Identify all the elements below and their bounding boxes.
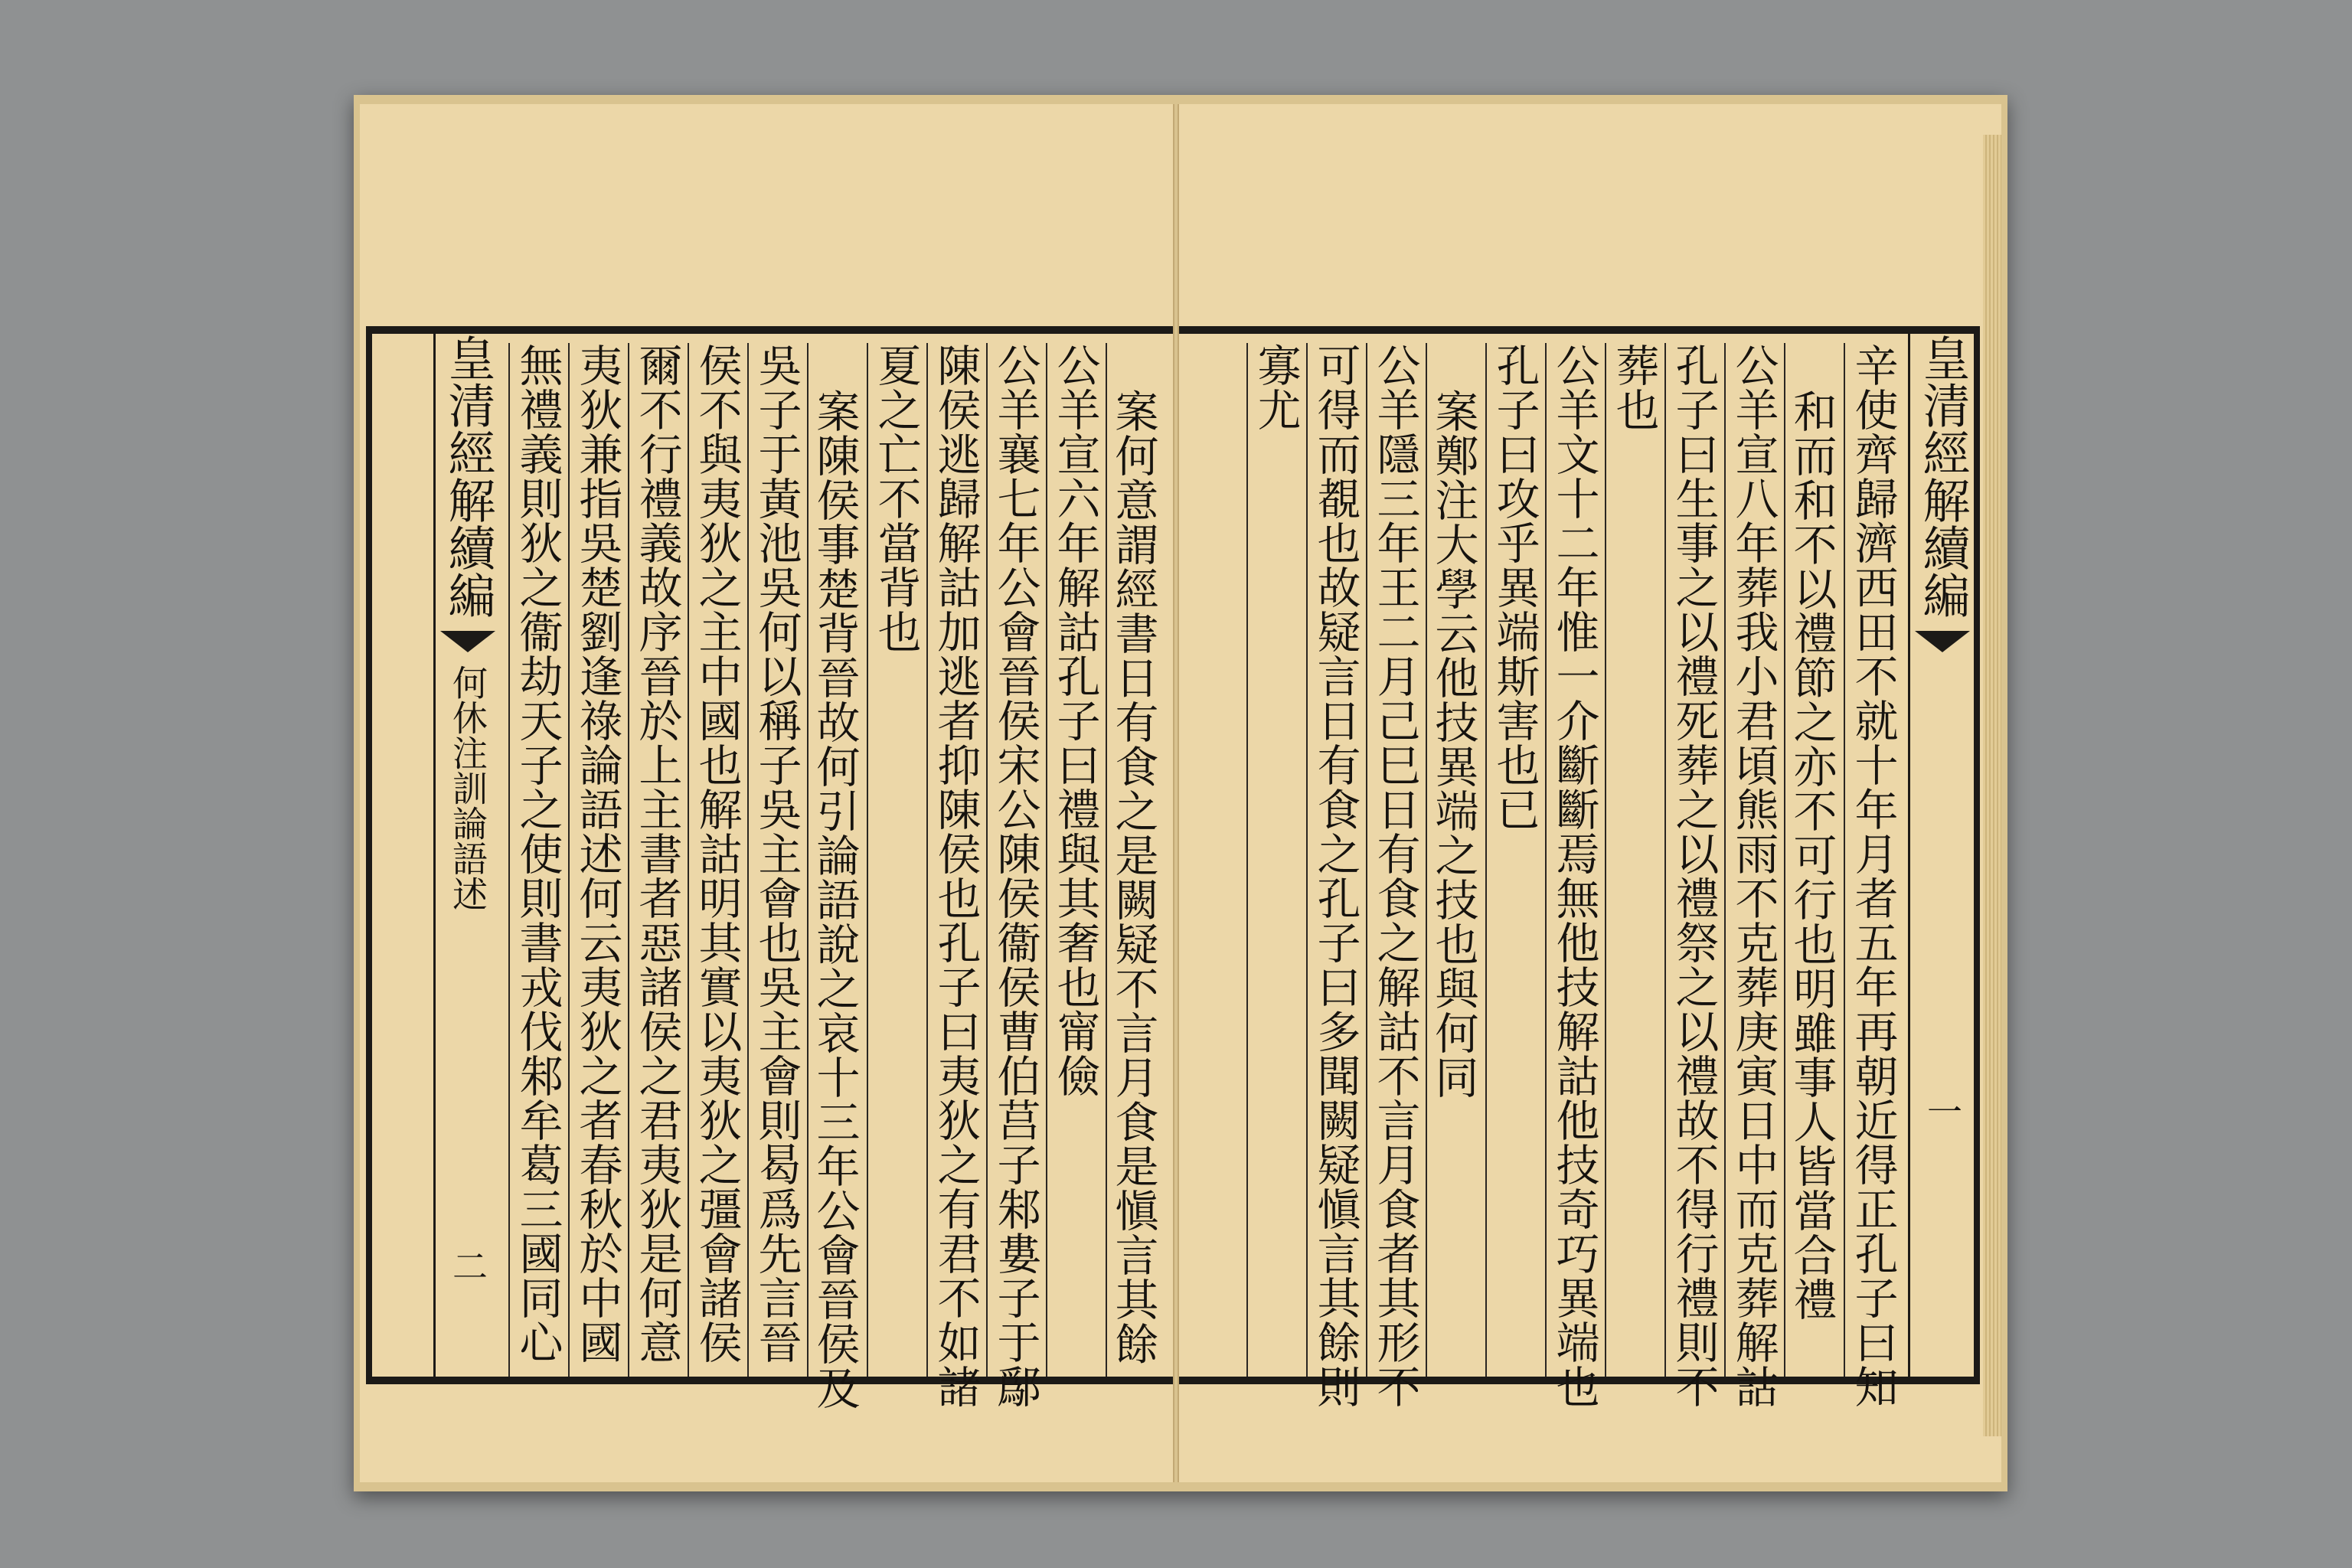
text-column: 公羊隱三年王二月己巳日有食之解詁不言月食者其形不 (1366, 343, 1423, 1377)
left-page-frame (366, 326, 1173, 1410)
left-page (360, 104, 1174, 1482)
text-column: 爾不行禮義故序晉於上主書者惡諸侯之君夷狄是何意 (628, 343, 684, 1377)
text-column: 案陳侯事楚背晉故何引論語說之哀十三年公會晉侯及 (807, 343, 862, 1377)
text-column: 案何意謂經書日有食之是闕疑不言月食是愼言其餘 (1106, 343, 1161, 1377)
text-column: 夏之亡不當背也 (867, 343, 923, 1377)
right-page (1178, 104, 2001, 1482)
open-book (354, 95, 2007, 1491)
text-column: 辛使齊歸濟西田不就十年月者五年再朝近得正孔子曰知 (1844, 343, 1900, 1377)
right-page-frame (1179, 326, 1980, 1409)
fish-tail-mark (440, 631, 495, 652)
text-column: 寡尤 (1246, 343, 1303, 1377)
text-column: 公羊宣六年解詁孔子曰禮與其奢也甯儉 (1046, 343, 1102, 1377)
page-edge-stack (1983, 135, 2001, 1436)
block-margin-column (433, 334, 500, 1377)
text-column: 葬也 (1605, 343, 1661, 1377)
text-column: 可得而覩也故疑言日有食之孔子曰多聞闕疑愼言其餘則 (1306, 343, 1363, 1377)
margin-subtitle: 何休注訓論語述 (447, 665, 488, 911)
text-column: 陳侯逃歸解詁加逃者抑陳侯也孔子曰夷狄之有君不如諸 (926, 343, 983, 1377)
text-column: 侯不與夷狄之主中國也解詁明其實以夷狄之彊會諸侯 (688, 343, 744, 1377)
text-column: 夷狄兼指吳楚劉逢祿論語述何云夷狄之者春秋於中國 (568, 343, 625, 1377)
margin-title: 皇清經解續編 (440, 334, 496, 619)
text-column: 吳子于黃池吳何以稱子吳主會也吳主會則曷爲先言晉 (747, 343, 804, 1377)
margin-title: 皇清經解續編 (1915, 334, 1971, 619)
text-column: 公羊文十二年惟一介斷斷焉無他技解詁他技奇巧異端也 (1545, 343, 1602, 1377)
block-margin-column (1908, 334, 1975, 1377)
text-column: 公羊宣八年葬我小君頃熊雨不克葬庚寅日中而克葬解詁 (1724, 343, 1781, 1377)
text-column: 和而和不以禮節之亦不可行也明雖事人皆當合禮 (1784, 343, 1839, 1377)
page-number: 一 (1922, 1093, 1963, 1129)
text-column: 公羊襄七年公會晉侯宋公陳侯衞侯曹伯莒子邾婁子于鄬 (986, 343, 1043, 1377)
text-column: 孔子曰生事之以禮死葬之以禮祭之以禮故不得行禮則不 (1664, 343, 1721, 1377)
page-number: 二 (447, 1248, 488, 1283)
text-column: 孔子曰攻乎異端斯害也已 (1485, 343, 1542, 1377)
fish-tail-mark (1915, 631, 1970, 652)
text-column: 無禮義則狄之衞劫天子之使則書戎伐邾牟葛三國同心 (508, 343, 565, 1377)
text-column: 案鄭注大學云他技異端之技也與何同 (1426, 343, 1481, 1377)
